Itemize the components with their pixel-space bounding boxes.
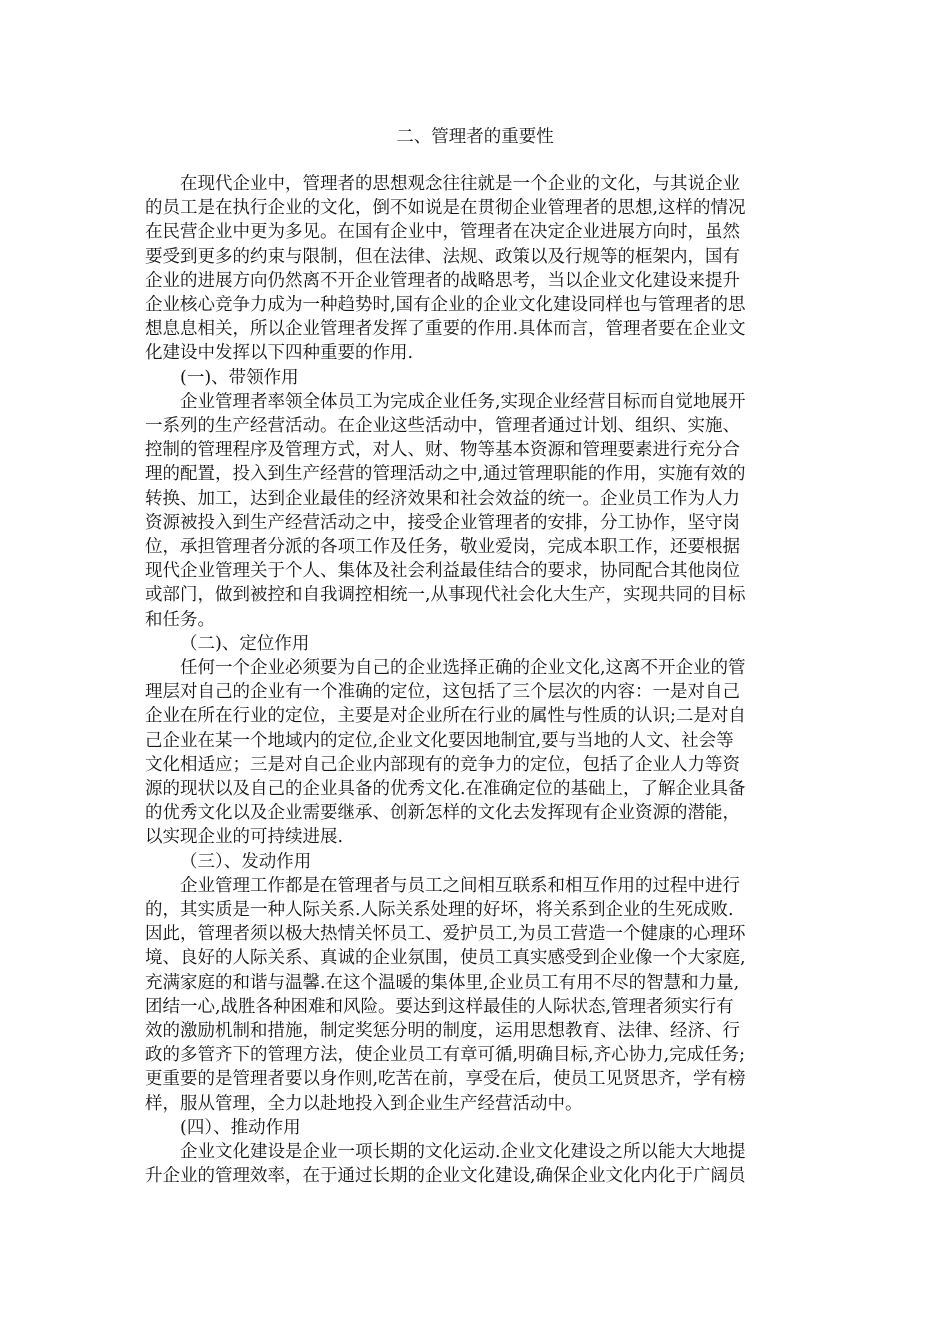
body-line: 充满家庭的和谐与温馨.在这个温暖的集体里,企业员工有用不尽的智慧和力量, (145, 973, 740, 993)
body-line: 以实现企业的可持续进展. (145, 827, 344, 847)
body-line: 企业管理者率领全体员工为完成企业任务,实现企业经营目标而自觉地展开 (180, 392, 746, 412)
body-line: 现代企业管理关于个人、集体及社会利益最佳结合的要求，协同配合其他岗位 (145, 561, 740, 581)
body-line: 想息息相关，所以企业管理者发挥了重要的作用.具体而言，管理者要在企业文 (145, 319, 746, 339)
body-line: 或部门，做到被控和自我调控相统一,从事现代社会化大生产，实现共同的目标 (145, 585, 746, 605)
body-line: 位，承担管理者分派的各项工作及任务，敬业爱岗，完成本职工作，还要根据 (145, 537, 740, 557)
body-line: 理层对自己的企业有一个准确的定位，这包括了三个层次的内容：一是对自己 (145, 682, 740, 702)
body-line: 企业文化建设是企业一项长期的文化运动.企业文化建设之所以能大大地提 (180, 1142, 746, 1162)
body-line: 要受到更多的约束与限制，但在法律、法规、政策以及行规等的框架内，国有 (145, 247, 740, 267)
body-line: 一系列的生产经营活动。在企业这些活动中，管理者通过计划、组织、实施、 (145, 416, 740, 436)
body-line: 样，服从管理，全力以赴地投入到企业生产经营活动中。 (145, 1094, 583, 1114)
body-line: 企业在所在行业的定位，主要是对企业所在行业的属性与性质的认识;二是对自 (145, 706, 746, 726)
body-line: 控制的管理程序及管理方式，对人、财、物等基本资源和管理要素进行充分合 (145, 440, 740, 460)
body-line: 企业管理工作都是在管理者与员工之间相互联系和相互作用的过程中进行 (180, 876, 740, 896)
body-line: 升企业的管理效率，在于通过长期的企业文化建设,确保企业文化内化于广阔员 (145, 1166, 746, 1186)
body-line: 政的多管齐下的管理方法，使企业员工有章可循,明确目标,齐心协力,完成任务; (145, 1045, 746, 1065)
body-line: 资源被投入到生产经营活动之中，接受企业管理者的安排，分工协作，坚守岗 (145, 513, 740, 533)
subsection-heading: （二)、定位作用 (180, 634, 310, 654)
body-line: 的员工是在执行企业的文化，倒不如说是在贯彻企业管理者的思想,这样的情况 (145, 198, 746, 218)
body-line: 转换、加工，达到企业最佳的经济效果和社会效益的统一。企业员工作为人力 (145, 489, 740, 509)
body-line: 团结一心,战胜各种困难和风险。要达到这样最佳的人际状态,管理者须实行有 (145, 997, 734, 1017)
body-line: 企业核心竞争力成为一种趋势时,国有企业的企业文化建设同样也与管理者的思 (145, 295, 746, 315)
body-line: 源的现状以及自己的企业具备的优秀文化.在准确定位的基础上，了解企业具备 (145, 779, 746, 799)
body-line: 理的配置，投入到生产经营的管理活动之中,通过管理职能的作用，实施有效的 (145, 464, 746, 484)
body-line: 在现代企业中，管理者的思想观念往往就是一个企业的文化，与其说企业 (180, 174, 740, 194)
body-line: 在民营企业中更为多见。在国有企业中，管理者在决定企业进展方向时，虽然 (145, 222, 740, 242)
body-line: 企业的进展方向仍然离不开企业管理者的战略思考，当以企业文化建设来提升 (145, 271, 740, 291)
body-line: 的优秀文化以及企业需要继承、创新怎样的文化去发挥现有企业资源的潜能， (145, 803, 740, 823)
body-line: 文化相适应；三是对自己企业内部现有的竞争力的定位，包括了企业人力等资 (145, 755, 740, 775)
body-line: 因此，管理者须以极大热情关怀员工、爱护员工,为员工营造一个健康的心理环 (145, 924, 746, 944)
subsection-heading: （三）、发动作用 (180, 852, 312, 872)
body-line: 境、良好的人际关系、真诚的企业氛围，使员工真实感受到企业像一个大家庭, (145, 948, 746, 968)
subsection-heading: (四）、推动作用 (180, 1118, 301, 1138)
body-line: 化建设中发挥以下四种重要的作用. (145, 343, 414, 363)
body-line: 和任务。 (145, 610, 215, 630)
body-line: 更重要的是管理者要以身作则,吃苦在前，享受在后，使员工见贤思齐，学有榜 (145, 1069, 746, 1089)
body-line: 己企业在某一个地域内的定位,企业文化要因地制宜,要与当地的人文、社会等 (145, 731, 734, 751)
body-line: 效的激励机制和措施，制定奖惩分明的制度，运用思想教育、法律、经济、行 (145, 1021, 740, 1041)
subsection-heading: (一)、带领作用 (180, 368, 299, 388)
section-title: 二、管理者的重要性 (396, 127, 554, 147)
body-line: 任何一个企业必须要为自己的企业选择正确的企业文化,这离不开企业的管 (180, 658, 746, 678)
body-line: 的，其实质是一种人际关系.人际关系处理的好坏，将关系到企业的生死成败. (145, 900, 734, 920)
